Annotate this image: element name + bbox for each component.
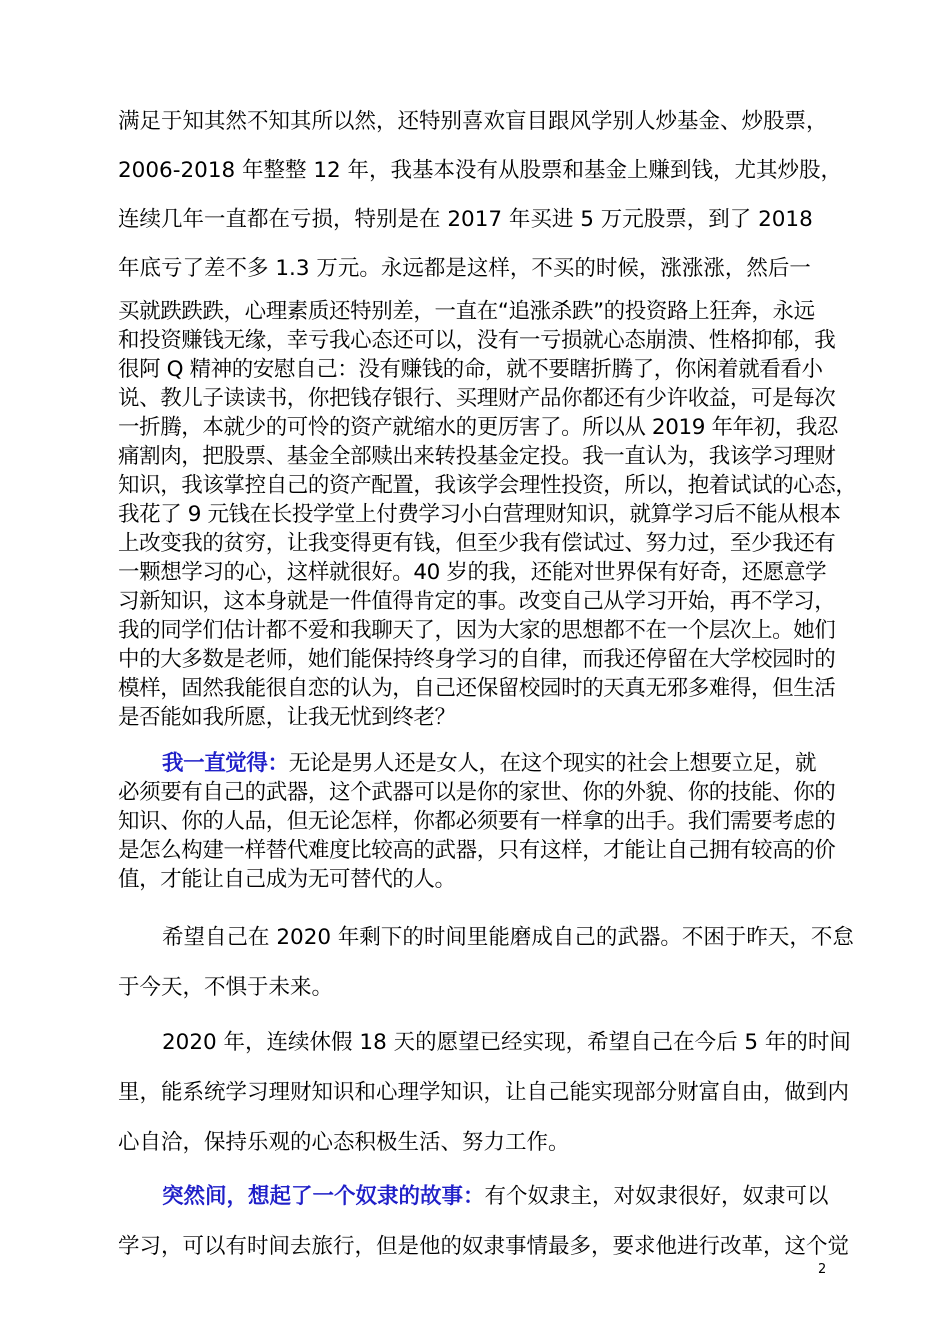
text-line: 上改变我的贫穷，让我变得更有钱，但至少我有偿试过、努力过，至少我还有 bbox=[118, 531, 836, 556]
text-line: 知识、你的人品，但无论怎样，你都必须要有一样拿的出手。我们需要考虑的 bbox=[118, 809, 836, 834]
text-line: 2006-2018 年整整 12 年，我基本没有从股票和基金上赚到钱，尤其炒股， bbox=[118, 158, 843, 183]
text-fragment: 无论是男人还是女人，在这个现实的社会上想要立足，就 bbox=[288, 751, 817, 776]
text-line: 2020 年，连续休假 18 天的愿望已经实现，希望自己在今后 5 年的时间 bbox=[162, 1030, 851, 1055]
text-line bbox=[162, 1183, 848, 1211]
text-line: 学习，可以有时间去旅行，但是他的奴隶事情最多，要求他进行改革，这个觉 bbox=[118, 1234, 850, 1259]
text-line: 是否能如我所愿，让我无忧到终老？ bbox=[118, 705, 456, 730]
emphasis-lead: 突然间，想起了一个奴隶的故事： bbox=[162, 1184, 485, 1209]
text-line: 满足于知其然不知其所以然，还特别喜欢盲目跟风学别人炒基金、炒股票， bbox=[118, 109, 828, 134]
emphasis-lead: 我一直觉得： bbox=[162, 751, 289, 776]
text-line: 痛割肉，把股票、基金全部赎出来转投基金定投。我一直认为，我该学习理财 bbox=[118, 444, 836, 469]
text-line: 必须要有自己的武器，这个武器可以是你的家世、你的外貌、你的技能、你的 bbox=[118, 780, 836, 805]
text-line: 知识，我该掌控自己的资产配置，我该学会理性投资，所以，抱着试试的心态， bbox=[118, 473, 857, 498]
text-line: 值，才能让自己成为无可替代的人。 bbox=[118, 867, 456, 892]
text-line: 连续几年一直都在亏损，特别是在 2017 年买进 5 万元股票，到了 2018 bbox=[118, 207, 813, 232]
text-line: 心自洽，保持乐观的心态积极生活、努力工作。 bbox=[118, 1130, 570, 1155]
text-line: 买就跌跌跌，心理素质还特别差，一直在“追涨杀跌”的投资路上狂奔，永远 bbox=[118, 299, 815, 324]
text-line: 我的同学们估计都不爱和我聊天了，因为大家的思想都不在一个层次上。她们 bbox=[118, 618, 836, 643]
page-number: 2 bbox=[818, 1262, 827, 1277]
text-line: 于今天，不惧于未来。 bbox=[118, 975, 334, 1000]
text-line: 说、教儿子读读书，你把钱存银行、买理财产品你都还有少许收益，可是每次 bbox=[118, 386, 836, 411]
text-line: 我花了 9 元钱在长投学堂上付费学习小白营理财知识，就算学习后不能从根本 bbox=[118, 502, 841, 527]
text-line: 很阿 Q 精神的安慰自己：没有赚钱的命，就不要瞎折腾了，你闲着就看看小 bbox=[118, 357, 823, 382]
text-line: 一颗想学习的心，这样就很好。40 岁的我，还能对世界保有好奇，还愿意学 bbox=[118, 560, 827, 585]
text-line: 年底亏了差不多 1.3 万元。永远都是这样，不买的时候，涨涨涨，然后一 bbox=[118, 256, 811, 281]
text-line: 中的大多数是老师，她们能保持终身学习的自律，而我还停留在大学校园时的 bbox=[118, 647, 836, 672]
text-line: 希望自己在 2020 年剩下的时间里能磨成自己的武器。不困于昨天，不怠 bbox=[162, 925, 854, 950]
text-line: 是怎么构建一样替代难度比较高的武器，只有这样，才能让自己拥有较高的价 bbox=[118, 838, 836, 863]
text-line: 里，能系统学习理财知识和心理学知识，让自己能实现部分财富自由，做到内 bbox=[118, 1080, 850, 1105]
text-line: 模样，固然我能很自恋的认为，自己还保留校园时的天真无邪多难得，但生活 bbox=[118, 676, 836, 701]
text-line: 习新知识，这本身就是一件值得肯定的事。改变自己从学习开始，再不学习， bbox=[118, 589, 836, 614]
text-fragment: 有个奴隶主，对奴隶很好，奴隶可以 bbox=[484, 1184, 829, 1209]
text-line bbox=[162, 750, 848, 778]
text-line: 和投资赚钱无缘，幸亏我心态还可以，没有一亏损就心态崩溃、性格抑郁，我 bbox=[118, 328, 836, 353]
text-line: 一折腾，本就少的可怜的资产就缩水的更厉害了。所以从 2019 年年初，我忍 bbox=[118, 415, 839, 440]
